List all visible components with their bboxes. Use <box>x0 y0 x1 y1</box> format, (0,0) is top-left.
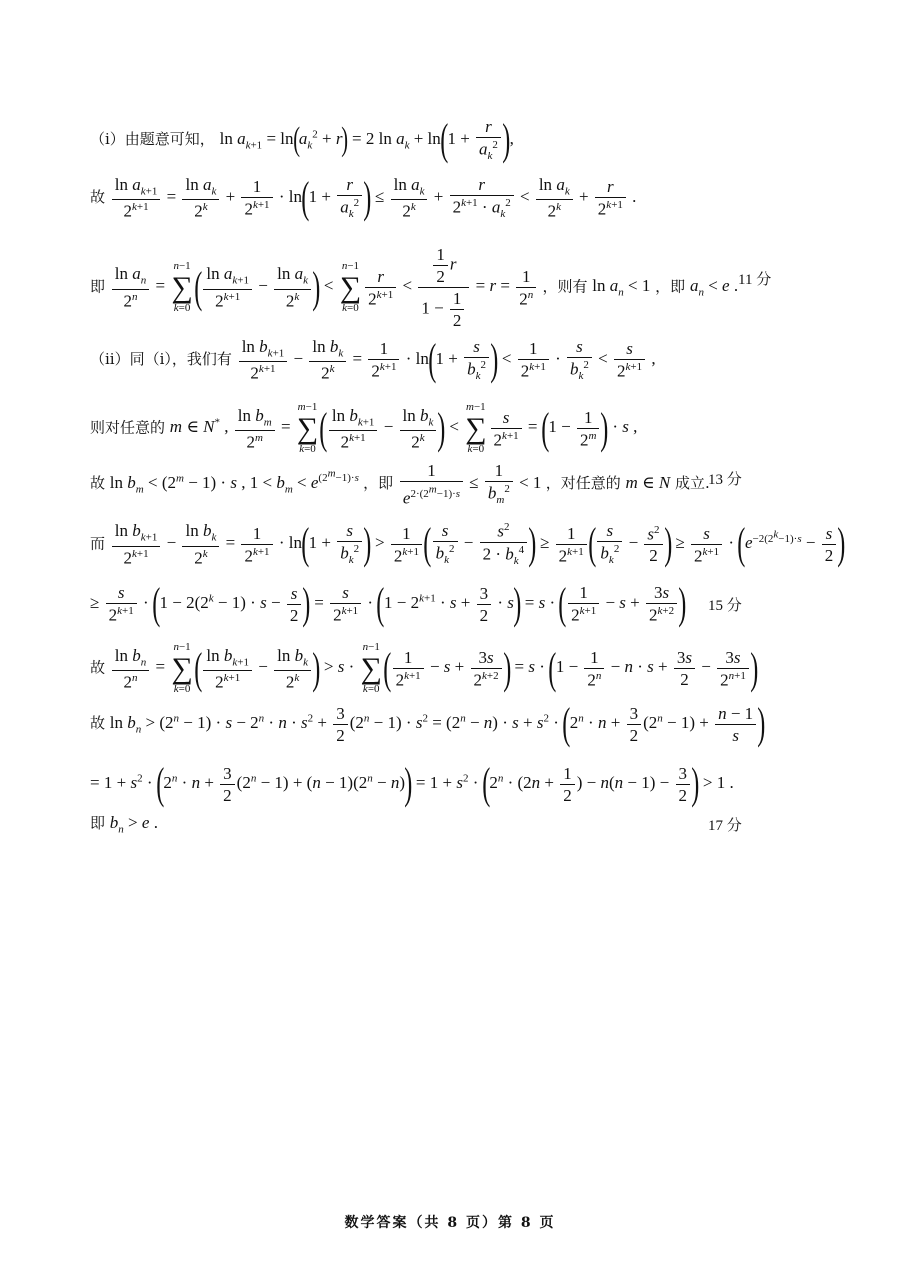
score-15: 15 分 <box>708 598 742 614</box>
part-i-prefix-gu: 故 <box>90 187 106 206</box>
part-ii-ji-text: ，即 <box>363 474 394 493</box>
formula-ln-b-m-bound: $\ln b_m < (2^m - 1) \cdot s$ , $1 < b_m < e^{(2^m-1)\cdot s}$ <box>109 467 359 496</box>
part-ii-prefix-gu-3: 故 <box>90 713 106 732</box>
formula-ln-b-m-sum: m ∈ N* , $\frac{\ln b_m}{2^m}$ = m−1 ∑ k=0( $\frac{\ln b_{k+1}}{2^{k+1}}$ − $\frac{\ln b_k}{2^k}$ ) < m−1 ∑ k=0 $\frac{s}{2^{k+1}}$ = (1 − $\frac{1}{2^m}$ ) · s , <box>169 401 638 455</box>
part-i-line-1 <box>90 115 514 165</box>
page-footer: 数学答案（共 8 页）第 8 页 <box>344 1215 556 1231</box>
formula-a-n-lt-e: $a_n < e$ . <box>689 276 739 299</box>
formula-ln-a-n-sum: $\frac{\ln a_n}{2^n}$ = n−1 ∑ k=0( $\frac{\ln a_{k+1}}{2^{k+1}}$ − $\frac{\ln a_k}{2^k}$ ) < n−1 ∑ k=0 $\frac{r}{2^{k+1}}$ < $\frac{1}{2}$ r 1 − $\frac{1}{2}$ = r = $\frac{1}{2^n}$ <box>110 276 543 295</box>
part-ii-prefix-gu-2: 故 <box>90 658 106 677</box>
part-i-prefix-ji: 即 <box>90 277 106 296</box>
formula-ln-a-k1: $\ln a_{k+1} = \ln(a_k^2 + r) = 2$ $\ln a_k + \ln(1$ + $\frac{r}{a_k^2}$ ), <box>219 115 514 165</box>
part-i-line-2 <box>90 173 637 223</box>
part-ii-line-3 <box>90 462 710 506</box>
part-ii-prefix-er: 而 <box>90 534 106 553</box>
formula-lower-expand: ≥ $\frac{s}{2^{k+1}}$ · ($1 - 2(2^k - 1) \cdot s$ − $\frac{s}{2}$ ) = $\frac{s}{2^{k+1}}$ · ($1 - 2^{k+1} \cdot s$ + $\frac{3}{2}$ · s) = s · ( $\frac{1}{2^{k+1}}$ − s + $\frac{3s}{2^{k+2}}$ ) <box>90 579 687 628</box>
formula-ln-b-lower: $\frac{\ln b_{k+1}}{2^{k+1}}$ − $\frac{\ln b_k}{2^k}$ = $\frac{1}{2^{k+1}}$ · ln(1 + $\frac{s}{b_k^2}$ ) > $\frac{1}{2^{k+1}}$ ( $\frac{s}{b_k^2}$ − $\frac{s^2}{2 \cdot b_k^4}$ ) ≥ $\frac{1}{2^{k+1}}$ ( $\frac{s}{b_k^2}$ − $\frac{s^2}{2}$ ) ≥ $\frac{s}{2^{k+1}}$ · ($e^{-2(2^k-1)\cdot s}$ − $\frac{s}{2}$ ) <box>110 533 845 552</box>
part-ii-line-1 <box>90 335 656 385</box>
formula-ln-b-n-sum: $\frac{\ln b_n}{2^n}$ = n−1 ∑ k=0( $\frac{\ln b_{k+1}}{2^{k+1}}$ − $\frac{\ln b_k}{2^k}$ ) > s · n−1 ∑ k=0( $\frac{1}{2^{k+1}}$ − s + $\frac{3s}{2^{k+2}}$ ) = s · (1 − $\frac{1}{2^n}$ − n · s + $\frac{3s}{2}$ − $\frac{3s}{2^{n+1}}$ ) <box>110 657 758 676</box>
part-ii-forall-text: 则对任意的 <box>90 418 166 437</box>
part-ii-line-6 <box>90 642 757 695</box>
formula-ln-a-n-lt-1: $\ln a_n < 1$ <box>592 276 651 299</box>
part-ii-forall-text-2: ，对任意的 <box>545 474 621 493</box>
part-i-then-text: ，则有 <box>542 277 588 296</box>
part-ii-prefix-gu: 故 <box>90 474 106 493</box>
part-i-line-3 <box>90 246 738 329</box>
part-ii-holds-text: 成立. <box>674 474 710 493</box>
score-13: 13 分 <box>708 472 742 488</box>
part-i-ji-text: ，即 <box>655 277 686 296</box>
part-ii-line-5 <box>90 579 687 628</box>
part-ii-line-2 <box>90 402 637 455</box>
formula-b-n-gt-e: $b_n > e$ . <box>109 813 158 836</box>
part-i-label: （i）由题意可知， <box>90 129 215 148</box>
formula-ln-a-ratio: $\frac{\ln a_{k+1}}{2^{k+1}}$ = $\frac{\ln a_k}{2^k}$ + $\frac{1}{2^{k+1}}$ · ln(1 + $\frac{r}{a_k^2}$ ) ≤ $\frac{\ln a_k}{2^k}$ + $\frac{r}{2^{k+1} \cdot a_k^2}$ < $\frac{\ln a_k}{2^k}$ + $\frac{r}{2^{k+1}}$ . <box>110 187 637 206</box>
part-ii-line-8 <box>90 759 734 808</box>
formula-m-in-N: m ∈ N <box>625 473 671 493</box>
score-17: 17 分 <box>708 818 742 834</box>
score-11: 11 分 <box>738 272 772 288</box>
part-ii-label: （ii）同（i），我们有 <box>90 349 232 368</box>
part-ii-line-9 <box>90 814 158 835</box>
part-ii-line-7 <box>90 699 766 748</box>
part-ii-line-4 <box>90 519 846 569</box>
formula-ln-b-n-lower: $\ln b_n > (2^n - 1) \cdot s - 2^n \cdot n \cdot s^2$ + $\frac{3}{2}$ $(2^n - 1) \cdot s^2 = (2^n - n) \cdot s + s^2 \cdot (2^n \cdot n$ + $\frac{3}{2}$ $(2^n - 1)$ + $\frac{n - 1}{s}$ ) <box>109 699 766 748</box>
part-ii-prefix-ji-2: 即 <box>90 814 106 832</box>
formula-ln-b-diff: $\frac{\ln b_{k+1}}{2^{k+1}}$ − $\frac{\ln b_k}{2^k}$ = $\frac{1}{2^{k+1}}$ · ln(1 + $\frac{s}{b_k^2}$ ) < $\frac{1}{2^{k+1}}$ · $\frac{s}{b_k^2}$ < $\frac{s}{2^{k+1}}$ , <box>237 349 656 368</box>
formula-final-bound: = $1 + s^2 \cdot (2^n \cdot n$ + $\frac{3}{2}$ $(2^n - 1) + (n - 1)(2^n - n)) = 1 + s^2 \cdot (2^n \cdot (2n$ + $\frac{1}{2}$ ) − n(n − 1) − $\frac{3}{2}$ ) > 1 . <box>90 759 734 808</box>
formula-inverse-bound: $\frac{1}{e^{2\cdot(2^m-1)\cdot s}}$ ≤ $\frac{1}{b_m^2}$ < 1 <box>398 473 546 492</box>
